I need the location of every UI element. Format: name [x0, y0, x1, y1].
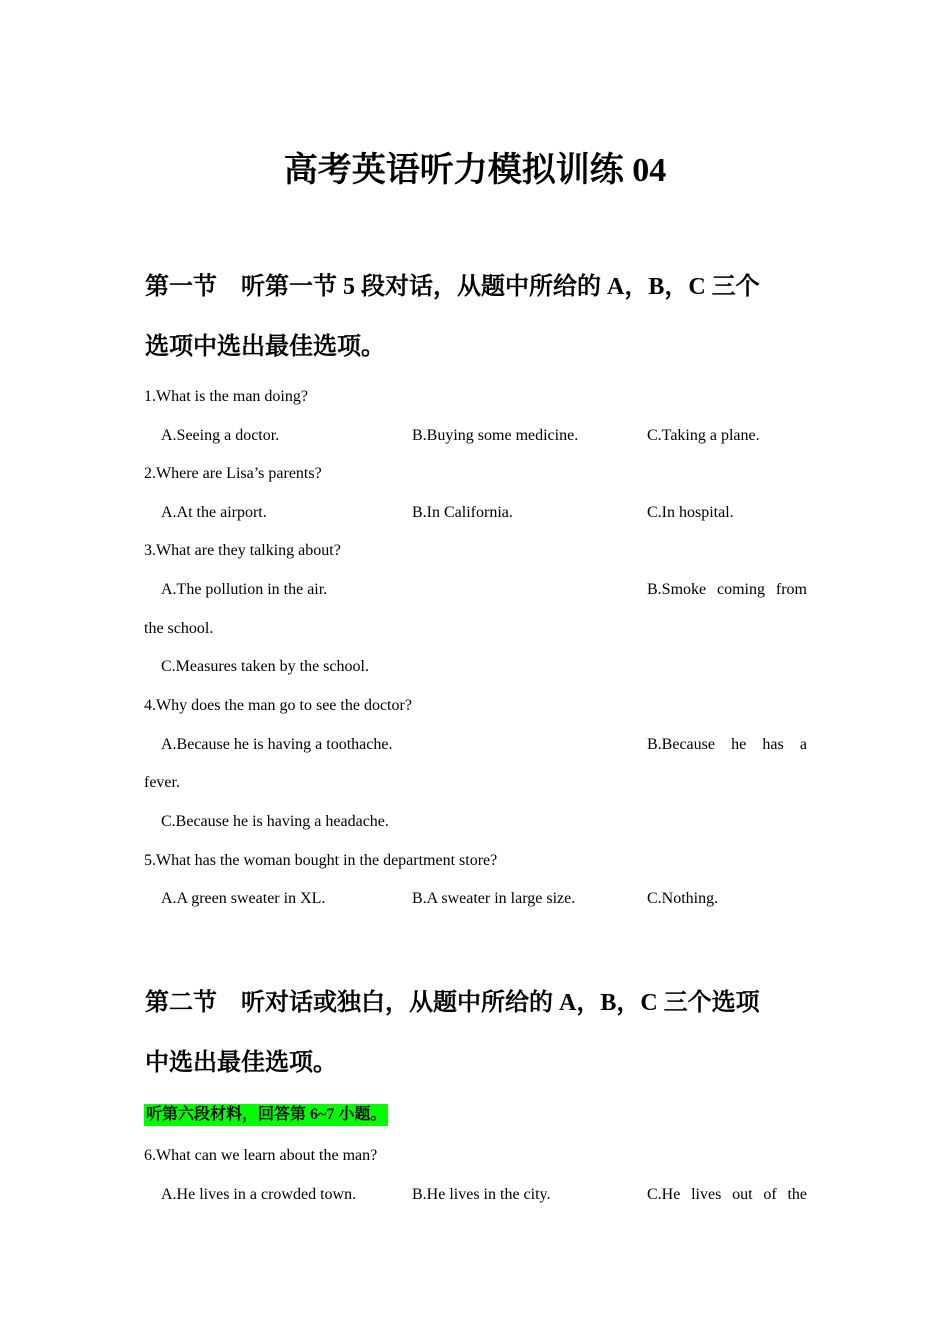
section-2-heading-line1: 第二节 听对话或独白，从题中所给的 A，B，C 三个选项 [145, 990, 760, 1016]
question-1-option-b: B.Buying some medicine. [412, 427, 579, 444]
question-4-option-b [647, 736, 807, 754]
question-6-option-c [647, 1186, 807, 1204]
question-5-option-c: C.Nothing. [647, 890, 719, 907]
question-2: 2.Where are Lisa’s parents? [144, 465, 322, 482]
page-title: 高考英语听力模拟训练 04 [283, 152, 667, 189]
option-b-word: has [762, 736, 784, 753]
question-3-option-c: C.Measures taken by the school. [161, 658, 369, 675]
option-b-word: from [775, 581, 807, 598]
question-5-option-a: A.A green sweater in XL. [161, 890, 326, 907]
question-3-option-a: A.The pollution in the air. [161, 581, 328, 598]
option-b-word: B.Smoke [647, 581, 707, 598]
question-2-option-c: C.In hospital. [647, 504, 734, 521]
question-3-option-b [647, 581, 807, 599]
question-6: 6.What can we learn about the man? [144, 1147, 378, 1164]
option-c-word: out [732, 1186, 753, 1203]
question-5-option-b: B.A sweater in large size. [412, 890, 576, 907]
section-1-heading [145, 270, 807, 364]
option-c-word: of [763, 1186, 777, 1203]
question-3-option-b-continued: the school. [144, 620, 214, 637]
question-4-option-c: C.Because he is having a headache. [161, 813, 389, 830]
option-b-word: he [731, 736, 747, 753]
section-2-heading-line2: 中选出最佳选项。 [145, 1050, 337, 1076]
option-b-word: coming [717, 581, 765, 598]
question-2-option-a: A.At the airport. [161, 504, 267, 521]
question-5: 5.What has the woman bought in the department store? [144, 852, 498, 869]
section-1-heading-line1: 第一节 听第一节 5 段对话，从题中所给的 A，B，C 三个 [145, 274, 760, 300]
question-4-option-a: A.Because he is having a toothache. [161, 736, 393, 753]
question-1: 1.What is the man doing? [144, 388, 308, 405]
question-1-option-c: C.Taking a plane. [647, 427, 760, 444]
question-6-option-b: B.He lives in the city. [412, 1186, 551, 1203]
section-2-heading [145, 986, 807, 1080]
option-b-word: a [799, 736, 807, 753]
question-2-option-b: B.In California. [412, 504, 513, 521]
question-6-option-a: A.He lives in a crowded town. [161, 1186, 357, 1203]
question-3: 3.What are they talking about? [144, 542, 341, 559]
option-c-word: C.He [647, 1186, 681, 1203]
question-4-option-b-continued: fever. [144, 774, 180, 791]
option-b-word: B.Because [647, 736, 715, 753]
material-note-highlight: 听第六段材料，回答第 6~7 小题。 [144, 1104, 388, 1126]
question-1-option-a: A.Seeing a doctor. [161, 427, 280, 444]
option-c-word: lives [691, 1186, 722, 1203]
question-4: 4.Why does the man go to see the doctor? [144, 697, 412, 714]
section-1-heading-line2: 选项中选出最佳选项。 [145, 334, 385, 360]
option-c-word: the [787, 1186, 807, 1203]
